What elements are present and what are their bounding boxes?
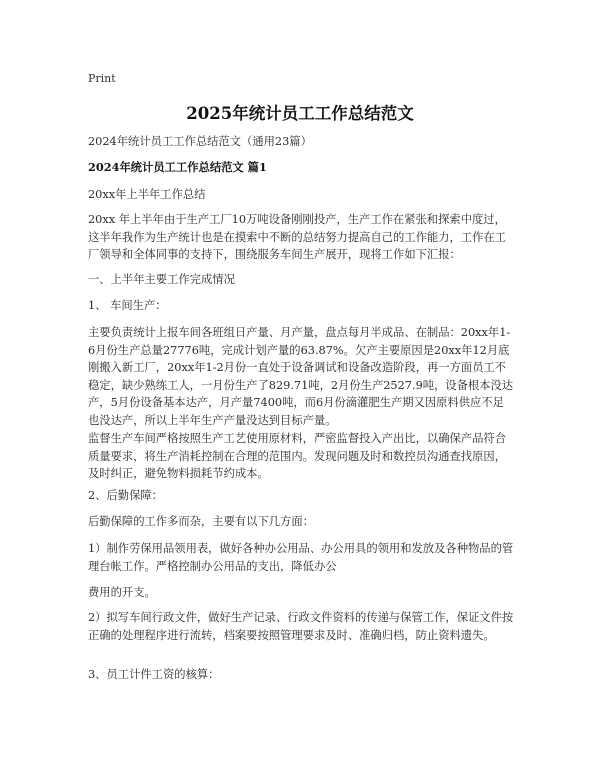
sub1-continuation	[88, 584, 514, 602]
item1-heading	[88, 297, 514, 315]
item3-heading-text: 3、员工计件工资的核算：	[88, 668, 220, 681]
part1-heading	[88, 271, 514, 289]
sub2-text: 2）拟写车间行政文件，做好生产记录、行政文件资料的传递与保管工作，保证文件按正确的处理程序进行流转，档案要按照管理要求及时、准确归档，防止资料遗失。	[88, 611, 514, 642]
item1-heading-text: 1、 车间生产：	[88, 299, 167, 312]
item2-intro	[88, 513, 514, 531]
sub1-paragraph	[88, 540, 514, 575]
item2-intro-text: 后勤保障的工作多而杂，主要有以下几方面：	[88, 515, 314, 528]
supervision-paragraph	[88, 430, 514, 483]
period-title	[88, 186, 514, 204]
item3-heading	[88, 666, 514, 684]
section-heading-text: 2024年统计员工工作总结范文 篇1	[88, 160, 267, 174]
item1-paragraph	[88, 324, 514, 430]
section-heading	[88, 159, 514, 177]
intro-paragraph	[88, 211, 514, 264]
item2-heading	[88, 487, 514, 505]
sub1-cont-text: 费用的开支。	[88, 586, 156, 599]
subtitle	[88, 133, 514, 151]
supervision-text: 监督生产车间严格按照生产工艺使用原材料，严密监督投入产出比，以确保产品符合质量要求，将生产消耗控制在合理的范围内。发现问题及时和数控员沟通查找原因，及时纠正，避免物料损耗节约成本。	[88, 432, 506, 481]
sub1-text: 1）制作劳保用品领用表，做好各种办公用品、办公用具的领用和发放及各种物品的管理台帐工作。严格控制办公用品的支出，降低办公	[88, 542, 514, 573]
period-title-text: 20xx年上半年工作总结	[88, 188, 206, 201]
item1-text: 主要负责统计上报车间各班组日产量、月产量，盘点每月半成品、在制品：20xx年1-6月份生产总量27776吨，完成计划产量的63.87%。欠产主要原因是20xx年12月底刚搬入新工厂，20xx年1-2月份一直处于设备调试和设备改造阶段，再一方面员工不稳定，缺少熟练工人，一月份生产了829.71吨，2月份生产2527.9吨，设备根本没达产，5月份设备基本达产，月产量7400吨，而6月份滴灌肥生产期又因原料供应不足也没达产，所以上半年生产产量没达到目标产量。	[88, 326, 514, 427]
print-label: Print	[88, 72, 116, 85]
subtitle-text: 2024年统计员工工作总结范文（通用23篇）	[88, 135, 312, 148]
part1-heading-text: 一、上半年主要工作完成情况	[88, 273, 235, 286]
item2-heading-text: 2、后勤保障：	[88, 489, 163, 502]
document-title: 2025年统计员工工作总结范文	[186, 104, 414, 123]
intro-text: 20xx 年上半年由于生产工厂10万吨设备刚刚投产，生产工作在紧张和探索中度过，这半年我作为生产统计也是在摸索中不断的总结努力提高自己的工作能力，工作在工厂领导和全体同事的支持下，围绕服务车间生产展开，现将工作如下汇报：	[88, 213, 506, 262]
sub2-paragraph	[88, 609, 514, 644]
